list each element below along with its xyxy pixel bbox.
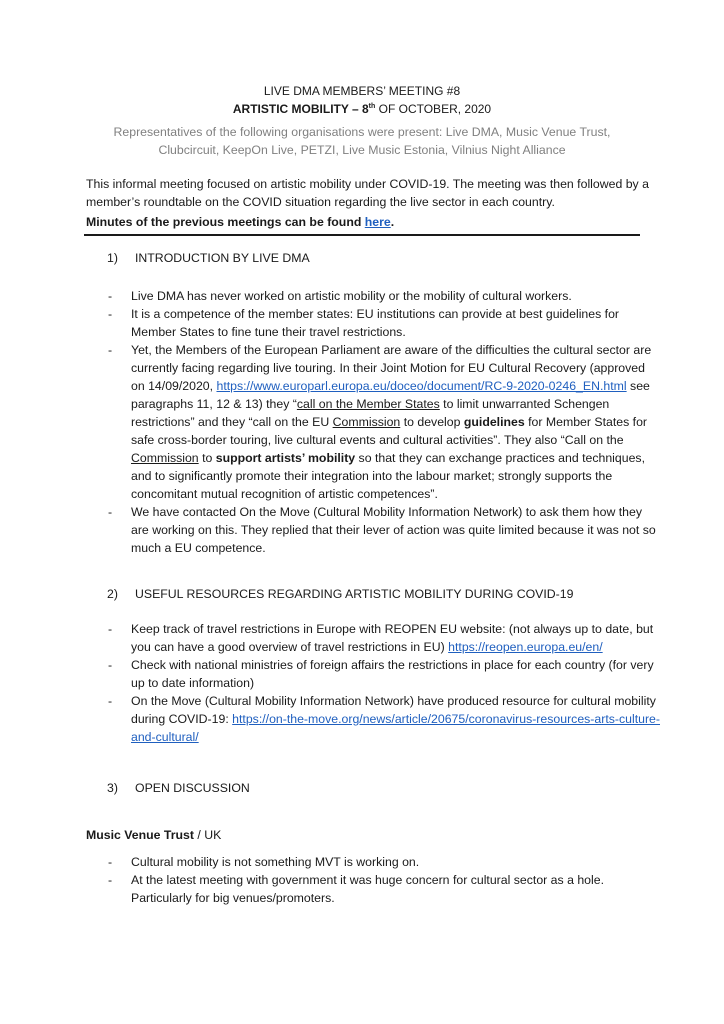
list-item — [107, 692, 662, 746]
list-item: - We have contacted On the Move (Cultural Mobility Information Network) to ask them how they are working on this. They replied that their lever of action was quite limited because it was not so much a EU competence. — [107, 503, 662, 557]
text-run: so that they can exchange practices and techniques, and to significantly promote their integration into the labour market; strongly supports the concomitant mutual recognition of artistic competences”. — [131, 451, 645, 501]
text-run: On the Move (Cultural Mobility Information Network) have produced resource for cultural mobility during COVID-19: — [131, 694, 656, 726]
list-item: - Cultural mobility is not something MVT is working on. — [107, 853, 662, 871]
subtitle-bold: ARTISTIC MOBILITY – 8 — [232, 102, 369, 116]
underlined-text: Commission — [131, 451, 199, 465]
section-title: INTRODUCTION BY LIVE DMA — [135, 251, 310, 265]
intro-paragraph: This informal meeting focused on artistic mobility under COVID-19. The meeting was then followed by a member’s roundtable on the COVID situation regarding the live sector in each country. — [86, 177, 649, 209]
section-number: 3) — [107, 781, 118, 795]
section-number: 2) — [107, 587, 118, 601]
text-run: Keep track of travel restrictions in Europe with REOPEN EU website: (not always up to date, but you can have a good overview of travel restrictions in EU) — [131, 622, 654, 654]
section-title: OPEN DISCUSSION — [135, 781, 250, 795]
section-number: 1) — [107, 251, 118, 265]
subtitle-rest: OF OCTOBER, 2020 — [375, 102, 492, 116]
europarl-link[interactable]: https://www.europarl.europa.eu/doceo/document/RC-9-2020-0246_EN.html — [216, 379, 627, 393]
bold-text: guidelines — [463, 415, 525, 429]
section-2-list — [107, 620, 662, 746]
text-run: to — [198, 451, 216, 465]
list-item: - It is a competence of the member states: EU institutions can provide at best guidelines for Member States to fine tune their travel restrictions. — [107, 305, 662, 341]
attendees-text: Representatives of the following organisations were present: Live DMA, Music Venue Trust, Clubcircuit, KeepOn Live, PETZI, Live Music Estonia, Vilnius Night Alliance — [113, 125, 611, 157]
text-run: to limit unwarranted Schengen restrictions” and they “call on the EU — [131, 397, 610, 429]
text-run: see paragraphs 11, 12 & 13) they “ — [131, 379, 650, 411]
underlined-text: call on the Member States — [296, 397, 440, 411]
list-item — [107, 620, 662, 656]
list-item — [107, 341, 662, 503]
subtitle-sup: th — [368, 103, 376, 110]
discussion-list — [107, 853, 662, 907]
section-heading-2 — [107, 585, 573, 603]
bold-text: support artists’ mobility — [215, 451, 356, 465]
underlined-text: Commission — [332, 415, 401, 429]
text-run: Yet, the Members of the European Parliament are aware of the difficulties the cultural sector are currently facing regarding live touring. In their Joint Motion for EU Cultural Recovery (approved on 14/09/2020, — [131, 343, 652, 393]
minutes-end: . — [390, 215, 395, 229]
org-name: Music Venue Trust — [86, 828, 194, 842]
minutes-line — [86, 213, 658, 231]
list-item: - Live DMA has never worked on artistic mobility or the mobility of cultural workers. — [107, 287, 662, 305]
list-item: - At the latest meeting with government it was huge concern for cultural sector as a hole. Particularly for big venues/promoters. — [107, 871, 662, 907]
on-the-move-link[interactable]: https://on-the-move.org/news/article/20675/coronavirus-resources-arts-culture-and-cultural/ — [131, 712, 660, 744]
document-title: LIVE DMA MEMBERS’ MEETING #8 — [263, 84, 461, 98]
org-heading — [86, 826, 221, 844]
section-title: USEFUL RESOURCES REGARDING ARTISTIC MOBILITY DURING COVID-19 — [135, 587, 574, 601]
text-run: to develop — [400, 415, 464, 429]
minutes-here-link[interactable]: here — [364, 215, 391, 229]
org-country: / UK — [193, 828, 222, 842]
reopen-eu-link[interactable]: https://reopen.europa.eu/en/ — [448, 640, 603, 654]
list-item: - Check with national ministries of foreign affairs the restrictions in place for each country (for very up to date information) — [107, 656, 662, 692]
section-heading-3 — [107, 779, 250, 797]
text-run: for Member States for safe cross-border touring, live cultural events and cultural activities”. They also “Call on the — [131, 415, 648, 447]
minutes-text: Minutes of the previous meetings can be found — [86, 215, 365, 229]
horizontal-rule — [84, 234, 640, 236]
document-subtitle — [84, 99, 640, 117]
section-1-list — [107, 287, 662, 557]
section-heading-1 — [107, 249, 310, 267]
